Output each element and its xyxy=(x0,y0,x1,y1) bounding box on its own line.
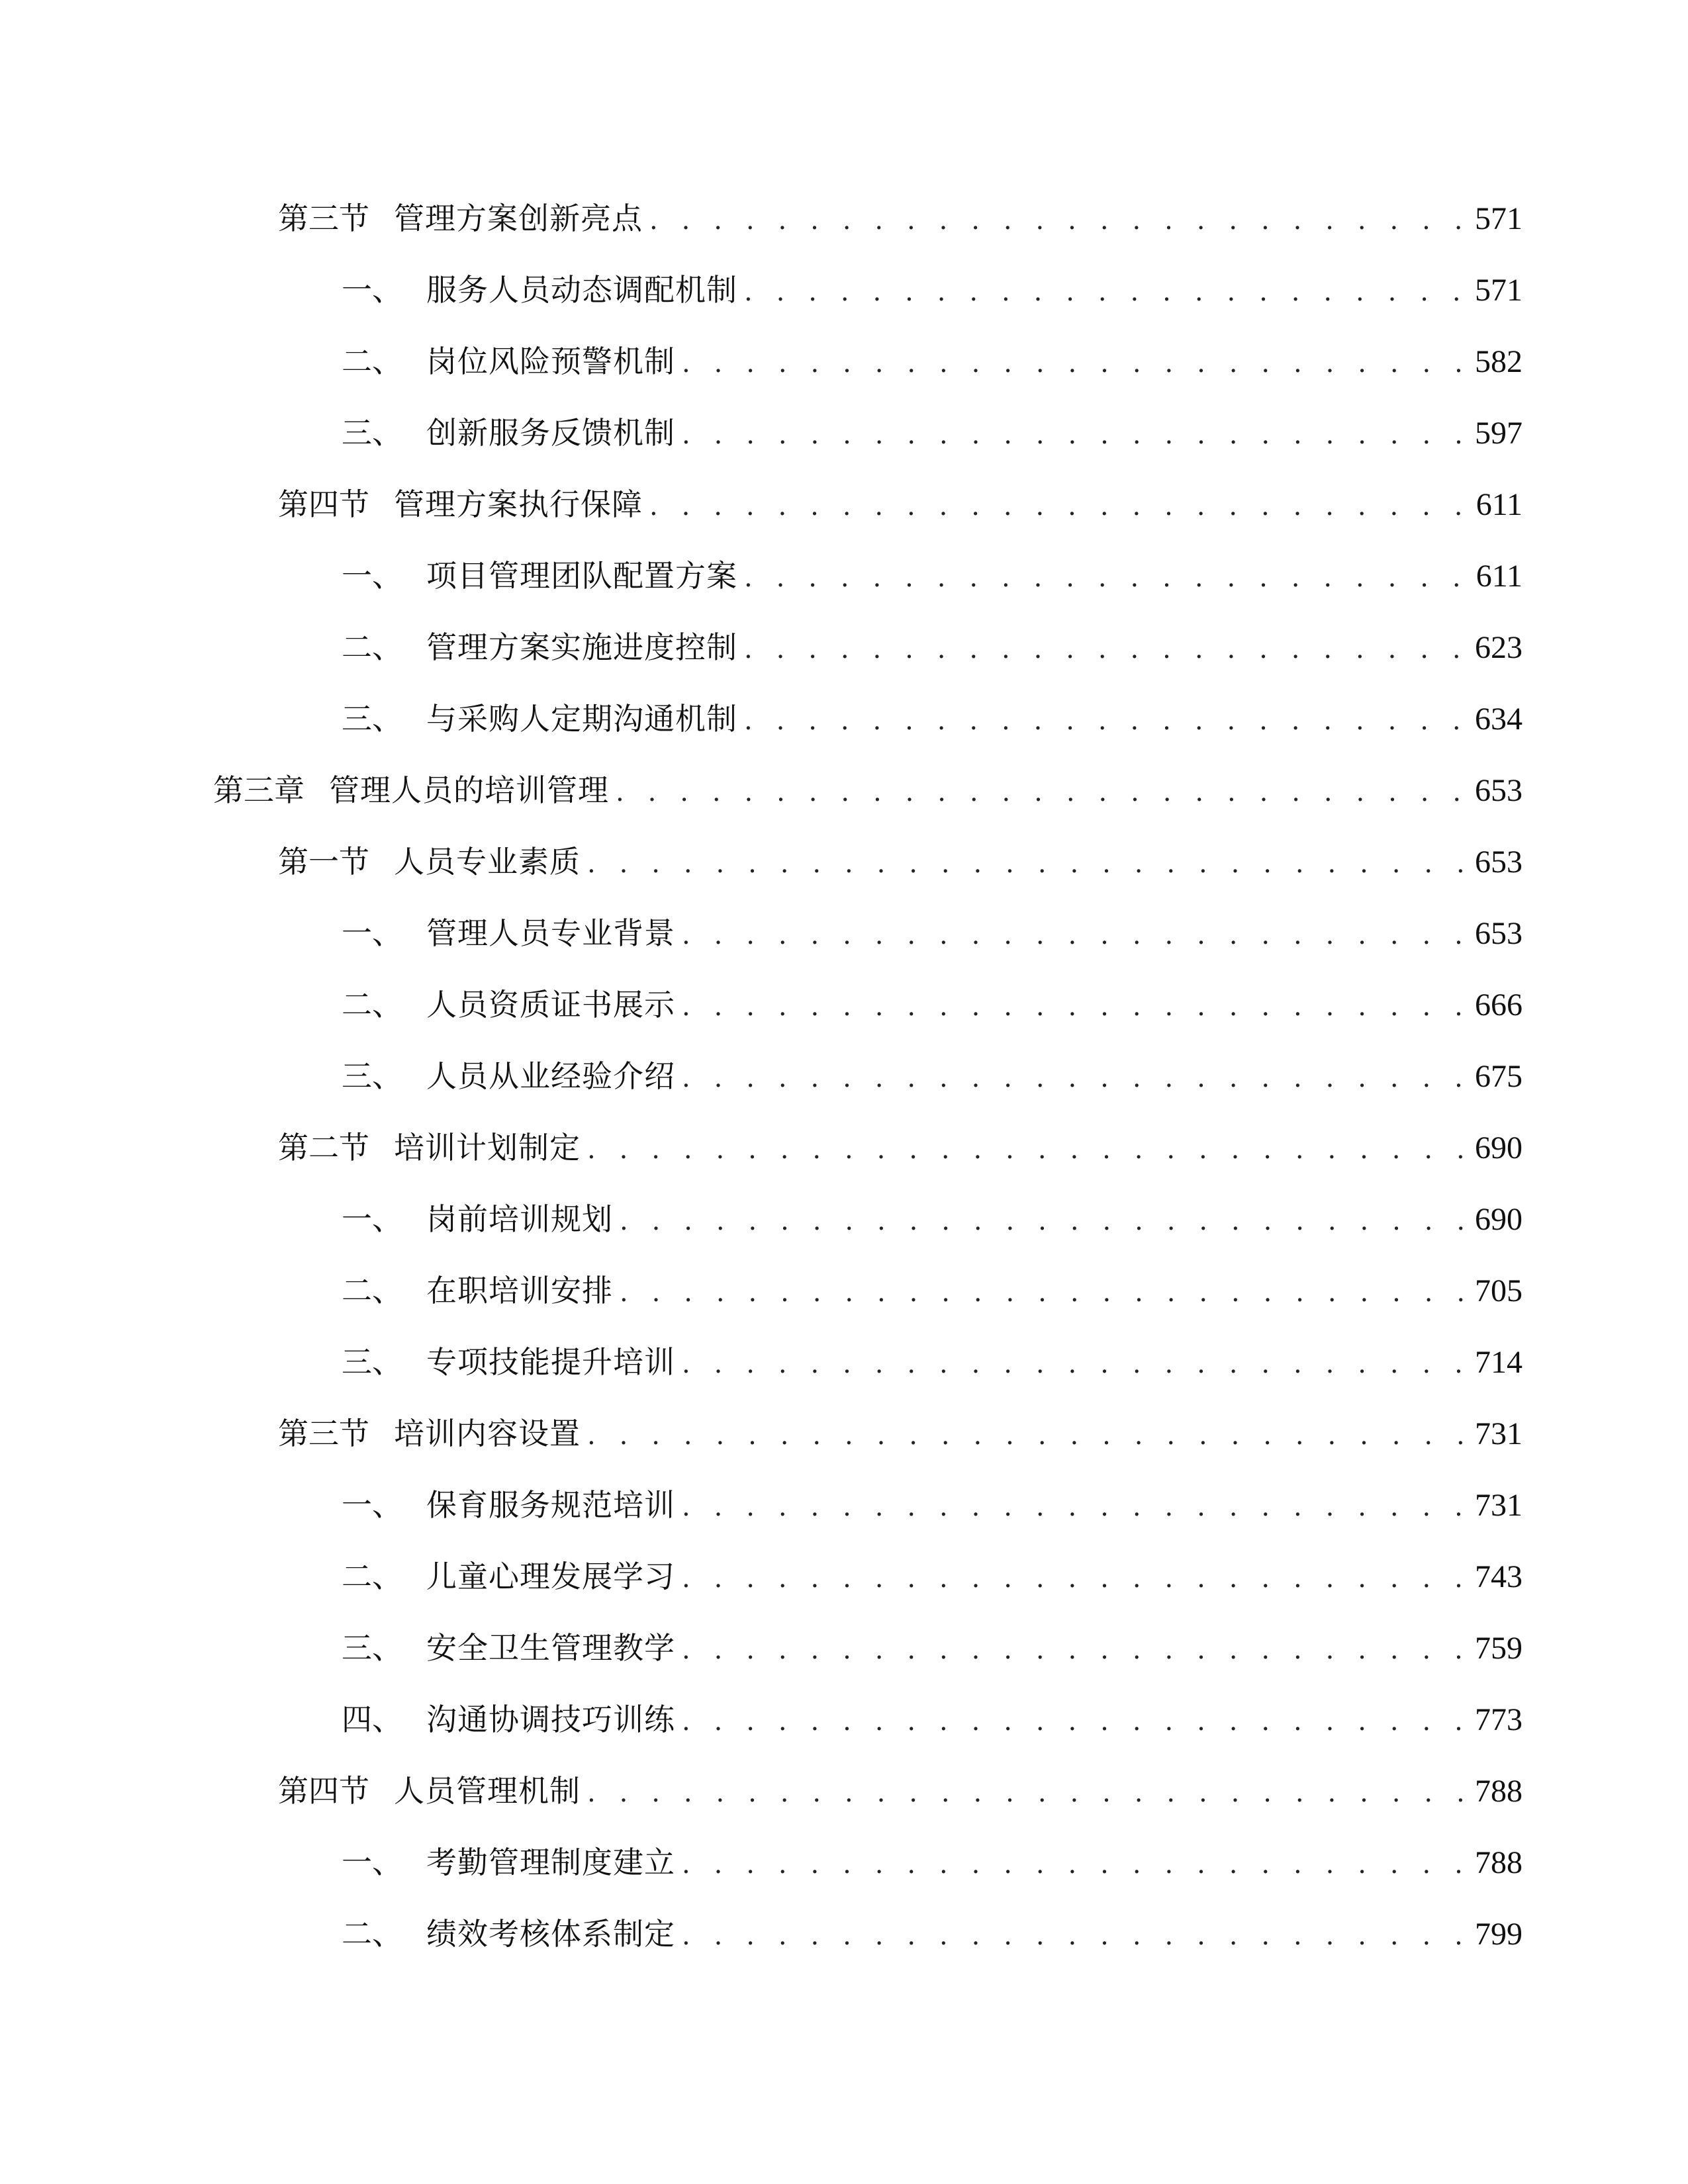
dot-leader xyxy=(682,1552,1466,1605)
toc-entry-number: 第四节 xyxy=(278,486,369,522)
toc-entry[interactable] xyxy=(278,478,1523,531)
dot-leader xyxy=(682,980,1466,1033)
dot-leader xyxy=(682,909,1466,962)
toc-entry-number: 一、 xyxy=(342,558,402,594)
toc-entry[interactable] xyxy=(278,1121,1523,1174)
toc-entry-number: 一、 xyxy=(342,915,402,951)
dot-leader xyxy=(682,1695,1466,1748)
toc-entry[interactable] xyxy=(342,335,1523,388)
toc-entry[interactable] xyxy=(342,692,1523,745)
toc-entry-number: 第三节 xyxy=(278,1416,369,1451)
toc-entry[interactable] xyxy=(342,1050,1523,1103)
toc-entry-page: 653 xyxy=(1475,773,1523,808)
toc-entry-number: 三、 xyxy=(342,1058,402,1094)
toc-entry-page: 571 xyxy=(1475,273,1523,308)
toc-entry[interactable] xyxy=(342,621,1523,674)
dot-leader xyxy=(682,1623,1466,1676)
toc-entry-title: 与采购人定期沟通机制 xyxy=(426,701,737,737)
toc-entry-page: 759 xyxy=(1475,1631,1523,1666)
dot-leader xyxy=(744,265,1466,318)
toc-entry-number: 第一节 xyxy=(278,844,369,880)
toc-entry-number: 一、 xyxy=(342,272,402,308)
toc-entry[interactable] xyxy=(342,1550,1523,1603)
toc-entry-number: 三、 xyxy=(342,1630,402,1666)
toc-entry-title: 沟通协调技巧训练 xyxy=(426,1702,675,1737)
dot-leader xyxy=(682,1909,1466,1962)
toc-entry-number: 二、 xyxy=(342,987,402,1023)
toc-entry-page: 623 xyxy=(1475,630,1523,665)
dot-leader xyxy=(649,194,1466,247)
toc-entry-page: 788 xyxy=(1475,1774,1523,1809)
toc-entry-page: 690 xyxy=(1475,1130,1523,1165)
toc-entry[interactable] xyxy=(342,1693,1523,1746)
toc-entry[interactable] xyxy=(342,1479,1523,1531)
toc-entry-number: 三、 xyxy=(342,701,402,737)
toc-entry-title: 岗位风险预警机制 xyxy=(426,343,675,379)
toc-entry-number: 二、 xyxy=(342,1559,402,1594)
dot-leader xyxy=(744,694,1466,747)
toc-entry-title: 人员管理机制 xyxy=(394,1773,581,1809)
dot-leader xyxy=(682,337,1466,390)
toc-entry[interactable] xyxy=(278,1407,1523,1460)
toc-entry-number: 一、 xyxy=(342,1844,402,1880)
toc-entry-page: 666 xyxy=(1475,987,1523,1023)
dot-leader xyxy=(682,1838,1466,1891)
dot-leader xyxy=(682,408,1466,461)
toc-entry[interactable] xyxy=(278,835,1523,888)
dot-leader xyxy=(744,551,1467,604)
toc-entry-number: 二、 xyxy=(342,1273,402,1308)
toc-entry-number: 三、 xyxy=(342,415,402,451)
toc-entry[interactable] xyxy=(342,406,1523,459)
toc-entry-title: 人员从业经验介绍 xyxy=(426,1058,675,1094)
toc-entry-page: 634 xyxy=(1475,702,1523,737)
toc-entry[interactable] xyxy=(342,1264,1523,1317)
toc-entry[interactable] xyxy=(342,1836,1523,1889)
toc-entry-title: 专项技能提升培训 xyxy=(426,1344,675,1380)
toc-entry-page: 611 xyxy=(1476,559,1523,594)
toc-entry-number: 第二节 xyxy=(278,1130,369,1165)
toc-entry-page: 653 xyxy=(1475,916,1523,951)
dot-leader xyxy=(620,1195,1466,1248)
toc-entry[interactable] xyxy=(278,192,1523,245)
dot-leader xyxy=(682,1052,1466,1105)
toc-entry-page: 675 xyxy=(1475,1059,1523,1094)
toc-entry-title: 服务人员动态调配机制 xyxy=(426,272,737,308)
dot-leader xyxy=(682,1480,1466,1533)
dot-leader xyxy=(587,1409,1466,1462)
toc-entry-page: 714 xyxy=(1475,1345,1523,1380)
toc-entry-title: 人员专业素质 xyxy=(394,844,581,880)
toc-entry[interactable] xyxy=(342,1621,1523,1674)
toc-entry-title: 管理人员的培训管理 xyxy=(329,772,609,808)
toc-entry[interactable] xyxy=(342,549,1523,602)
toc-entry-title: 儿童心理发展学习 xyxy=(426,1559,675,1594)
dot-leader xyxy=(587,837,1466,890)
toc-entry-number: 一、 xyxy=(342,1487,402,1523)
toc-entry[interactable] xyxy=(342,263,1523,316)
dot-leader xyxy=(620,1266,1466,1319)
toc-entry-number: 第四节 xyxy=(278,1773,369,1809)
toc-entry-number: 二、 xyxy=(342,343,402,379)
toc-entry-title: 培训内容设置 xyxy=(394,1416,581,1451)
toc-entry[interactable] xyxy=(342,1336,1523,1388)
toc-entry-title: 培训计划制定 xyxy=(394,1130,581,1165)
dot-leader xyxy=(682,1338,1466,1390)
toc-entry-number: 第三章 xyxy=(213,772,305,808)
toc-entry-title: 创新服务反馈机制 xyxy=(426,415,675,451)
toc-entry-number: 二、 xyxy=(342,629,402,665)
toc-entry-title: 管理方案创新亮点 xyxy=(394,201,643,236)
toc-entry[interactable] xyxy=(213,764,1523,817)
toc-entry-title: 保育服务规范培训 xyxy=(426,1487,675,1523)
toc-entry-number: 一、 xyxy=(342,1201,402,1237)
toc-entry[interactable] xyxy=(278,1764,1523,1817)
toc-entry-page: 705 xyxy=(1475,1273,1523,1308)
toc-entry-number: 四、 xyxy=(342,1702,402,1737)
toc-entry-title: 岗前培训规划 xyxy=(426,1201,613,1237)
toc-entry-number: 二、 xyxy=(342,1916,402,1952)
toc-entry[interactable] xyxy=(342,978,1523,1031)
toc-entry-title: 项目管理团队配置方案 xyxy=(426,558,737,594)
toc-entry-page: 788 xyxy=(1475,1845,1523,1880)
toc-entry-page: 799 xyxy=(1475,1917,1523,1952)
dot-leader xyxy=(616,766,1466,819)
toc-entry-page: 743 xyxy=(1475,1559,1523,1594)
toc-entry-title: 安全卫生管理教学 xyxy=(426,1630,675,1666)
toc-entry-title: 人员资质证书展示 xyxy=(426,987,675,1023)
toc-entry-title: 考勤管理制度建立 xyxy=(426,1844,675,1880)
toc-entry-page: 773 xyxy=(1475,1702,1523,1737)
toc-entry-page: 690 xyxy=(1475,1202,1523,1237)
toc-entry-title: 管理人员专业背景 xyxy=(426,915,675,951)
toc-entry-page: 731 xyxy=(1475,1416,1523,1451)
toc-entry-number: 三、 xyxy=(342,1344,402,1380)
toc-entry-page: 653 xyxy=(1475,844,1523,880)
dot-leader xyxy=(587,1766,1466,1819)
toc-entry-title: 绩效考核体系制定 xyxy=(426,1916,675,1952)
toc-entry[interactable] xyxy=(342,1193,1523,1246)
toc-entry[interactable] xyxy=(342,907,1523,960)
toc-entry-title: 管理方案执行保障 xyxy=(394,486,643,522)
dot-leader xyxy=(744,623,1466,676)
toc-entry-title: 管理方案实施进度控制 xyxy=(426,629,737,665)
toc-entry-page: 582 xyxy=(1475,344,1523,379)
dot-leader xyxy=(649,480,1467,533)
toc-entry-title: 在职培训安排 xyxy=(426,1273,613,1308)
dot-leader xyxy=(587,1123,1466,1176)
toc-entry[interactable] xyxy=(342,1907,1523,1960)
toc-entry-number: 第三节 xyxy=(278,201,369,236)
toc-entry-page: 571 xyxy=(1475,201,1523,236)
toc-entry-page: 611 xyxy=(1476,487,1523,522)
toc-entry-page: 731 xyxy=(1475,1488,1523,1523)
toc-entry-page: 597 xyxy=(1475,416,1523,451)
